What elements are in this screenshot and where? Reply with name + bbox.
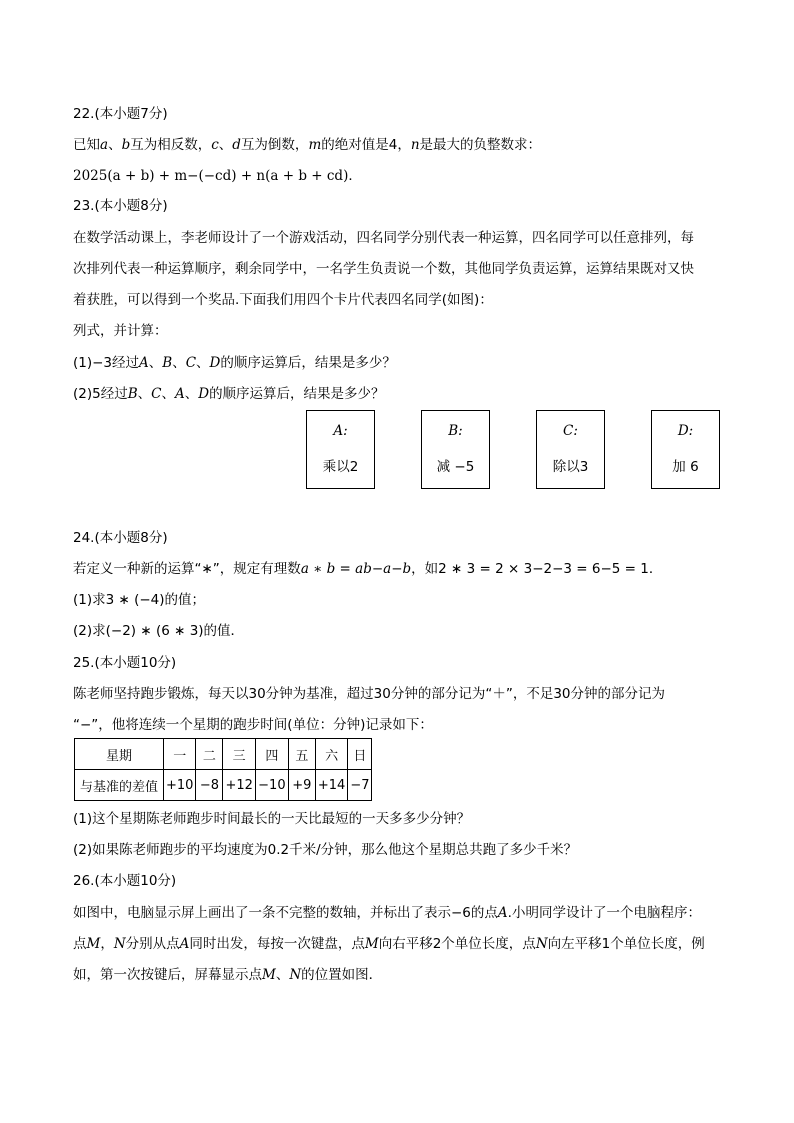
table-cell: −10 xyxy=(255,770,288,801)
table-cell: +12 xyxy=(223,770,255,801)
q24-header: 24.(本小题8分) xyxy=(73,530,168,546)
card-operation: 乘以2 xyxy=(322,459,359,475)
table-cell: +9 xyxy=(288,770,315,801)
table-cell: +14 xyxy=(315,770,347,801)
table-cell: 与基准的差值 xyxy=(75,770,164,801)
operation-card-b xyxy=(421,410,490,489)
q23-paragraph-line-3: 着获胜，可以得到一个奖品.下面我们用四个卡片代表四名同学(如图)： xyxy=(73,292,493,308)
table-cell: −7 xyxy=(348,770,372,801)
q25-subquestion-2: (2)如果陈老师跑步的平均速度为0.2千米/分钟，那么他这个星期总共跑了多少千米？ xyxy=(73,842,578,858)
q23-instruction: 列式，并计算： xyxy=(73,323,168,339)
table-cell: +10 xyxy=(164,770,196,801)
card-operation: 加 6 xyxy=(672,459,699,475)
table-cell: 三 xyxy=(223,739,255,770)
q24-definition: 若定义一种新的运算“∗”，规定有理数a ∗ b = ab−a−b，如2 ∗ 3 = 2 × 3−2−3 = 6−5 = 1． xyxy=(73,561,663,577)
table-cell: 星期 xyxy=(75,739,164,770)
table-row xyxy=(75,770,372,801)
q26-header: 26.(本小题10分) xyxy=(73,873,177,889)
q24-subquestion-2: (2)求(−2) ∗ (6 ∗ 3)的值． xyxy=(73,623,245,639)
table-cell: 四 xyxy=(255,739,288,770)
q23-subquestion-2: (2)5经过B、C、A、D的顺序运算后，结果是多少？ xyxy=(73,386,385,402)
q23-paragraph-line-2: 次排列代表一种运算顺序，剩余同学中，一名学生负责说一个数，其他同学负责运算，运算结果既对又快 xyxy=(73,261,694,277)
q25-paragraph-line-1: 陈老师坚持跑步锻炼，每天以30分钟为基准，超过30分钟的部分记为“＋”，不足30分钟的部分记为 xyxy=(73,686,666,702)
q25-subquestion-1: (1)这个星期陈老师跑步时间最长的一天比最短的一天多多少分钟？ xyxy=(73,811,471,827)
q23-header: 23.(本小题8分) xyxy=(73,198,168,214)
operation-card-c xyxy=(536,410,605,489)
table-cell: 一 xyxy=(164,739,196,770)
table-cell: 日 xyxy=(348,739,372,770)
q24-subquestion-1: (1)求3 ∗ (−4)的值； xyxy=(73,592,206,608)
table-header-row xyxy=(75,739,372,770)
table-cell: −8 xyxy=(196,770,223,801)
operation-card-d xyxy=(651,410,720,489)
q23-paragraph-line-1: 在数学活动课上，李老师设计了一个游戏活动，四名同学分别代表一种运算，四名同学可以任意排列，每 xyxy=(73,230,694,246)
q22-header: 22.(本小题7分) xyxy=(73,106,168,122)
card-label: C: xyxy=(563,423,578,439)
table-cell: 二 xyxy=(196,739,223,770)
q22-expression: 2025(a + b) + m−(−cd) + n(a + b + cd)． xyxy=(73,168,362,184)
q25-paragraph-line-2: “−”，他将连续一个星期的跑步时间(单位：分钟)记录如下： xyxy=(73,717,433,733)
q22-statement: 已知a、b互为相反数，c、d互为倒数，m的绝对值是4，n是最大的负整数求： xyxy=(73,137,542,153)
table-cell: 六 xyxy=(315,739,347,770)
q26-paragraph-line-2: 点M，N分别从点A同时出发，每按一次键盘，点M向右平移2个单位长度，点N向左平移1个单位长度，例 xyxy=(73,936,705,952)
q26-paragraph-line-3: 如，第一次按键后，屏幕显示点M、N的位置如图． xyxy=(73,967,383,983)
card-label: D: xyxy=(677,423,694,439)
card-label: B: xyxy=(448,423,463,439)
card-operation: 除以3 xyxy=(552,459,589,475)
q23-subquestion-1: (1)−3经过A、B、C、D的顺序运算后，结果是多少？ xyxy=(73,355,396,371)
card-operation: 减 −5 xyxy=(436,459,475,475)
q26-paragraph-line-1: 如图中，电脑显示屏上画出了一条不完整的数轴，并标出了表示−6的点A.小明同学设计了一个电脑程序： xyxy=(73,905,701,921)
q25-header: 25.(本小题10分) xyxy=(73,655,177,671)
card-label: A: xyxy=(333,423,348,439)
running-record-table xyxy=(74,738,372,801)
table-cell: 五 xyxy=(288,739,315,770)
operation-card-a xyxy=(306,410,375,489)
